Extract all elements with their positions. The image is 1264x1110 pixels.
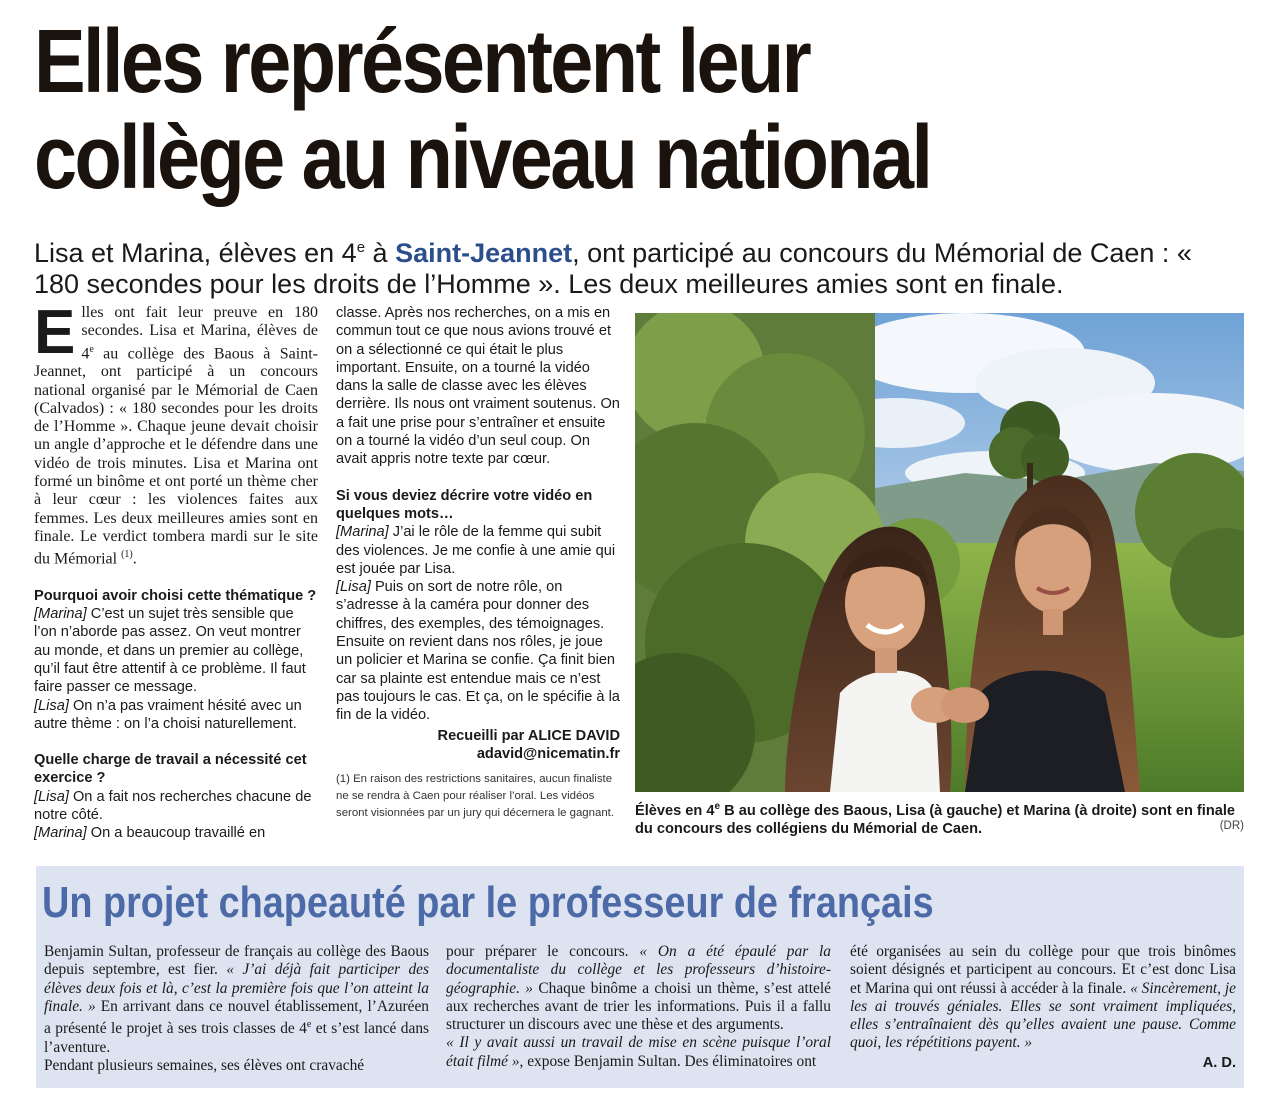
standfirst-part-1: Lisa et Marina, élèves en 4	[34, 238, 357, 268]
speaker: [Lisa]	[34, 788, 69, 805]
sidebar-quote: « On a été épaulé par la documentaliste du collège et les professeurs d’histoire-géographie. »	[446, 943, 832, 997]
sidebar-quote: « J’ai déjà fait participer des élèves deux fois et là, c’est la première fois que l’on atteint la finale. »	[44, 961, 429, 1015]
sidebar-text: pour préparer le concours.	[446, 943, 640, 960]
byline: Recueilli par ALICE DAVID	[437, 727, 620, 744]
answer-1a	[34, 605, 318, 696]
author-email: adavid@nicematin.fr	[476, 745, 620, 762]
lead-paragraph	[34, 298, 318, 569]
sidebar-text: et s’est lancé dans l’aventure.	[44, 1020, 430, 1056]
lead-text-1: lles ont fait leur preuve en 180 secondes. Lisa et Marina, élèves de 4	[81, 304, 318, 362]
place-name: Saint-Jeannet	[395, 238, 573, 268]
sidebar-sup: e	[306, 1019, 312, 1031]
speaker: [Lisa]	[336, 579, 371, 596]
answer-1b	[34, 697, 318, 734]
sidebar-paragraph-1	[44, 943, 429, 1057]
photo-illustration	[635, 313, 1244, 792]
answer-2-continued: classe. Après nos recherches, on a mis en commun tout ce que nous avions trouvé et on a sélectionné ce qui était le plus important. Ensuite, on a tourné la vidéo dans la salle de classe avec les élèves derrière. Ils nous ont vraiment soutenus. On a fait une prise pour s’entraîner et ensuite on a tourné la vidéo d’un seul coup. On avait appris notre texte par cœur.	[336, 305, 620, 468]
answer-3a	[336, 523, 620, 578]
speaker: [Marina]	[34, 825, 87, 842]
lead-sup: e	[89, 343, 94, 355]
answer-text: J’ai le rôle de la femme qui subit des violences. Je me confie à une amie qui est jouée par Lisa.	[336, 524, 616, 577]
answer-text: On a beaucoup travaillé en	[86, 825, 266, 842]
sidebar-quote: « Il y avait aussi un travail de mise en scène puisque l’oral était filmé »	[446, 1034, 831, 1070]
sidebar-text: Chaque binôme a choisi un thème, s’est attelé aux recherches avant de trier les informations. Puis il a fallu structurer un discours avec une thèse et des arguments.	[446, 979, 831, 1034]
standfirst-sup: e	[356, 239, 366, 256]
standfirst-part-3: , ont participé au concours du Mémorial de Caen : « 180 secondes pour les droits de l’Homme ». Les deux meilleures amies sont en finale.	[34, 238, 1192, 299]
article-column-1	[34, 298, 318, 843]
answer-2a	[34, 788, 318, 825]
answer-text: C’est un sujet très sensible que l’on n’aborde pas assez. On veut montrer au monde, et dans un premier au collège, qu’il faut être attentif à ce problème. Il faut faire passer ce message.	[34, 606, 306, 696]
standfirst-part-2: à	[365, 238, 396, 268]
answer-text: On n’a pas vraiment hésité avec un autre thème : on l’a choisi naturellement.	[34, 697, 302, 732]
sidebar-paragraph-2: Pendant plusieurs semaines, ses élèves ont cravaché	[44, 1056, 365, 1074]
caption-text-2: B au collège des Baous, Lisa (à gauche) et Marina (à droite) sont en finale du concours des collégiens du Mémorial de Caen.	[635, 802, 1236, 838]
headline-line-2: collège au niveau national	[34, 108, 931, 208]
drop-cap: E	[34, 298, 76, 367]
sidebar-paragraph-3	[446, 943, 831, 1034]
answer-2b	[34, 824, 318, 842]
sidebar-paragraph-4	[446, 1034, 831, 1071]
sidebar-paragraph-5	[850, 943, 1236, 1053]
sidebar-title: Un projet chapeauté par le professeur de français	[42, 878, 934, 927]
caption-sup: e	[714, 801, 721, 812]
question-2: Quelle charge de travail a nécessité cet exercice ?	[34, 752, 307, 787]
article-photo	[635, 313, 1244, 792]
sidebar-column-2	[446, 943, 831, 1071]
headline-line-1: Elles représentent leur	[34, 12, 810, 112]
sidebar-column-3	[850, 943, 1236, 1072]
article-column-2	[336, 304, 620, 822]
sidebar-text: , expose Benjamin Sultan. Des éliminatoires ont	[519, 1052, 817, 1070]
sidebar-column-1	[44, 943, 429, 1075]
photo-caption	[635, 798, 1244, 839]
photo-credit: (DR)	[1219, 820, 1244, 832]
lead-text-2: au collège des Baous à Saint-Jeannet, ont participé à un concours national organisé par le Mémorial de Caen (Calvados) : « 180 secondes pour les droits de l’Homme ». Chaque jeune devait choisir un angle d’approche et le défendre dans une vidéo de trois minutes. Lisa et Marina ont formé un binôme et ont porté un thème cher à leur cœur : les violences faites aux femmes. Les deux meilleures amies sont en finale. Le verdict tombera mardi sur le site du Mémorial	[34, 344, 318, 568]
footnote-ref: (1)	[121, 549, 133, 561]
speaker: [Marina]	[34, 606, 87, 623]
standfirst	[34, 232, 1234, 300]
sidebar-text: été organisées au sein du collège pour que trois binômes soient désignés et participent au concours. Et c’est donc Lisa et Marina qui ont réussi à accéder à la finale.	[850, 943, 1236, 997]
answer-text: On a fait nos recherches chacune de notre côté.	[34, 788, 312, 824]
sidebar-text: Benjamin Sultan, professeur de français au collège des Baous depuis septembre, est fier.	[44, 943, 429, 979]
caption-text-1: Élèves en 4	[635, 802, 715, 819]
question-3: Si vous deviez décrire votre vidéo en quelques mots…	[336, 487, 593, 522]
speaker: [Marina]	[336, 524, 389, 541]
sidebar-quote: « Sincèrement, je les ai trouvés géniales. Elles se sont vraiment impliquées, elles s’entraînaient dès qu’elles avaient une pause. Comme quoi, les répétitions payent. »	[850, 979, 1236, 1052]
question-1: Pourquoi avoir choisi cette thématique ?	[34, 587, 317, 604]
answer-text: Puis on sort de notre rôle, on s’adresse à la caméra pour donner des chiffres, des exemples, des témoignages. Ensuite on revient dans nos rôles, je joue un policier et Marina se confie. Ça finit bien car sa plainte est entendue mais ce n’est pas toujours le cas. Et ça, on le spécifie à la fin de la vidéo.	[336, 579, 620, 724]
headline	[34, 14, 1075, 206]
sidebar-text: En arrivant dans ce nouvel établissement, l’Azuréen a présenté le projet à ses trois classes de 4	[44, 997, 429, 1038]
lead-end: .	[132, 550, 137, 568]
answer-3b	[336, 578, 620, 724]
footnote: (1) En raison des restrictions sanitaires, aucun finaliste ne se rendra à Caen pour réaliser l’oral. Les vidéos seront visionnées par un jury qui décernera le gagnant.	[336, 773, 614, 820]
speaker: [Lisa]	[34, 697, 69, 714]
sidebar-signature: A. D.	[1202, 1054, 1236, 1071]
